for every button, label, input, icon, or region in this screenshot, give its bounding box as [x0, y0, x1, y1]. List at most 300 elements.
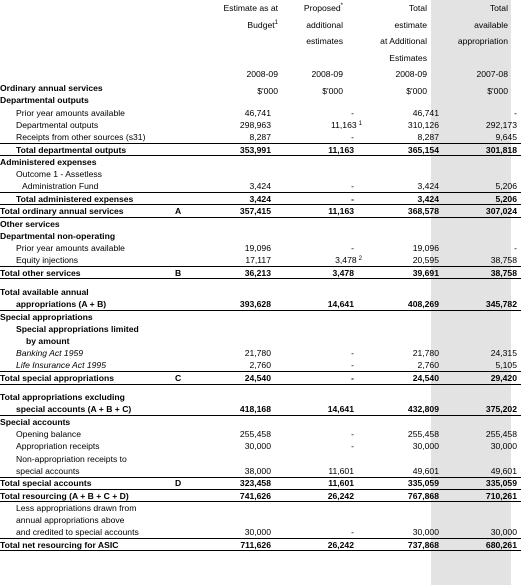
- table-row: [0, 143, 521, 155]
- row-note: [175, 347, 200, 359]
- row-value: [364, 323, 441, 335]
- row-value: [200, 242, 273, 254]
- row-value: [273, 372, 364, 384]
- table-row: [0, 384, 521, 391]
- value-text: 3,424: [249, 181, 271, 192]
- row-label: Life Insurance Act 1995: [16, 360, 106, 371]
- row-note: [175, 119, 200, 131]
- value-text: -: [351, 360, 354, 371]
- row-label: Other services: [0, 218, 60, 229]
- value-text: 11,163: [328, 206, 354, 217]
- table-row: [0, 477, 521, 489]
- row-note: D: [175, 477, 200, 489]
- value-text: 11,601: [328, 465, 354, 476]
- value-text: 5,206: [495, 193, 517, 204]
- header-line: Total: [489, 3, 508, 13]
- row-value: [200, 119, 273, 131]
- row-value: [273, 254, 364, 266]
- row-value: [364, 526, 441, 538]
- row-value: [200, 131, 273, 143]
- table-row: [0, 416, 521, 428]
- row-value: [273, 526, 364, 538]
- row-value: [441, 217, 521, 229]
- value-text: 301,818: [485, 144, 517, 155]
- value-text: -: [351, 181, 354, 192]
- row-label: Administered expenses: [0, 157, 97, 168]
- row-value: [273, 323, 364, 335]
- header-line: Proposed*: [303, 3, 343, 13]
- row-value: [364, 168, 441, 180]
- table-row: [0, 360, 521, 372]
- row-value: [364, 94, 441, 106]
- table-row: [0, 310, 521, 322]
- row-label: Departmental outputs: [0, 95, 89, 106]
- row-value: [273, 266, 364, 278]
- row-value: [273, 107, 364, 119]
- header-line: [431, 50, 508, 67]
- row-value: [364, 107, 441, 119]
- row-value: [200, 347, 273, 359]
- row-label: Total available annual: [0, 286, 89, 297]
- row-value: [441, 107, 521, 119]
- value-text: 11,163: [331, 120, 357, 131]
- row-note: [175, 391, 200, 403]
- row-value: [200, 266, 273, 278]
- value-text: 432,809: [407, 404, 439, 415]
- header-line: 2008-09: [311, 69, 343, 79]
- row-value: [441, 372, 521, 384]
- row-value: [200, 477, 273, 489]
- table-row: [0, 502, 521, 514]
- value-text: 17,117: [245, 255, 271, 266]
- value-text: 353,991: [239, 144, 271, 155]
- value-text: 46,741: [412, 107, 439, 118]
- row-value: [441, 323, 521, 335]
- table-row: [0, 453, 521, 465]
- row-label: Departmental non-operating: [0, 230, 116, 241]
- row-note: [175, 156, 200, 168]
- value-text: -: [351, 243, 354, 253]
- value-text: 710,261: [485, 490, 517, 501]
- row-label: Total administered expenses: [0, 193, 175, 205]
- header-line: $'000: [322, 85, 343, 96]
- row-value: [364, 514, 441, 526]
- table-row: [0, 323, 521, 335]
- table-row: [0, 372, 521, 384]
- table-row: [0, 94, 521, 106]
- row-value: [200, 465, 273, 477]
- row-note: [175, 453, 200, 465]
- value-text: 741,626: [239, 490, 271, 501]
- row-label: special accounts: [16, 465, 80, 476]
- row-label: and credited to special accounts: [0, 526, 175, 538]
- row-label: Opening balance: [16, 429, 81, 440]
- row-value: [200, 279, 273, 286]
- row-note: [175, 279, 200, 286]
- row-label: Banking Act 1959: [16, 348, 84, 359]
- row-note: [175, 131, 200, 143]
- row-value: [273, 217, 364, 229]
- row-value: [273, 286, 364, 298]
- table-row: [0, 180, 521, 192]
- value-text: 11,601: [328, 478, 354, 489]
- row-value: [441, 286, 521, 298]
- row-value: [200, 335, 273, 347]
- value-text: 38,758: [490, 255, 517, 266]
- row-value: [441, 539, 521, 551]
- row-value: [200, 526, 273, 538]
- table-row: [0, 428, 521, 440]
- row-label: Less appropriations drawn from: [16, 503, 137, 514]
- row-value: [200, 254, 273, 266]
- row-note: A: [175, 205, 200, 217]
- row-value: [364, 347, 441, 359]
- value-text: 255,458: [239, 429, 271, 440]
- row-value: [441, 310, 521, 322]
- row-label: Appropriation receipts: [16, 441, 100, 452]
- row-value: [273, 391, 364, 403]
- row-label: [0, 384, 175, 391]
- row-note: [175, 254, 200, 266]
- footnote-marker: *: [340, 3, 343, 10]
- row-label: Departmental outputs: [16, 120, 99, 131]
- row-label: Equity injections: [16, 255, 79, 266]
- row-value: [441, 193, 521, 205]
- row-value: [273, 119, 364, 131]
- row-value: [364, 156, 441, 168]
- row-note: [175, 193, 200, 205]
- table-row: [0, 119, 521, 131]
- value-text: 30,000: [490, 527, 517, 538]
- row-note: [175, 298, 200, 310]
- table-row: [0, 526, 521, 538]
- value-text: -: [514, 243, 517, 253]
- table-row: [0, 242, 521, 254]
- row-value: [273, 514, 364, 526]
- row-value: [273, 403, 364, 415]
- row-value: [200, 82, 273, 94]
- header-line: estimates: [306, 36, 343, 46]
- row-value: [364, 539, 441, 551]
- row-value: [364, 217, 441, 229]
- row-value: [441, 180, 521, 192]
- value-text: 49,601: [412, 465, 439, 476]
- row-note: [175, 514, 200, 526]
- row-value: [200, 168, 273, 180]
- value-text: 21,780: [412, 348, 439, 359]
- row-value: [200, 298, 273, 310]
- row-value: [364, 403, 441, 415]
- table-row: [0, 254, 521, 266]
- value-text: 24,540: [412, 372, 439, 383]
- row-value: [200, 391, 273, 403]
- row-value: [200, 193, 273, 205]
- row-label: Total special appropriations: [0, 372, 175, 384]
- row-value: [273, 193, 364, 205]
- value-text: 255,458: [485, 429, 517, 440]
- value-text: 255,458: [407, 429, 439, 440]
- header-line: Total: [408, 3, 427, 13]
- row-value: [364, 416, 441, 428]
- row-note: [175, 323, 200, 335]
- table-row: [0, 539, 521, 551]
- value-text: 3,424: [417, 181, 439, 192]
- value-text: 418,168: [239, 404, 271, 415]
- header-line: estimate: [394, 19, 427, 30]
- value-text: 46,741: [244, 107, 271, 118]
- row-note: [175, 230, 200, 242]
- row-value: [441, 391, 521, 403]
- row-note: [175, 310, 200, 322]
- row-label: Prior year amounts available: [16, 107, 125, 118]
- row-note: [175, 465, 200, 477]
- row-value: [200, 156, 273, 168]
- row-value: [200, 440, 273, 452]
- row-value: [273, 143, 364, 155]
- row-value: [273, 360, 364, 372]
- row-note: [175, 335, 200, 347]
- row-value: [441, 119, 521, 131]
- row-label: Total departmental outputs: [0, 143, 175, 155]
- value-text: -: [351, 193, 354, 204]
- header-line: Estimate as at: [223, 3, 278, 13]
- row-value: [364, 310, 441, 322]
- row-value: [364, 372, 441, 384]
- row-value: [364, 335, 441, 347]
- row-value: [273, 180, 364, 192]
- row-value: [441, 82, 521, 94]
- row-value: [273, 440, 364, 452]
- value-text: 14,641: [327, 404, 354, 415]
- value-text: 393,628: [239, 298, 271, 309]
- table-row: [0, 131, 521, 143]
- row-value: [200, 180, 273, 192]
- row-label: Total other services: [0, 266, 175, 278]
- value-text: 2,760: [417, 360, 439, 371]
- row-value: [273, 477, 364, 489]
- row-label: Total ordinary annual services: [0, 205, 175, 217]
- row-value: [364, 298, 441, 310]
- header-line: 2007-08: [476, 69, 508, 79]
- row-label: Total appropriations excluding: [0, 392, 125, 403]
- row-value: [200, 372, 273, 384]
- value-text: 8,287: [417, 132, 439, 143]
- row-value: [364, 502, 441, 514]
- row-value: [364, 180, 441, 192]
- table-row: [0, 335, 521, 347]
- row-value: [273, 465, 364, 477]
- row-note: [175, 143, 200, 155]
- table-row: [0, 107, 521, 119]
- table-row: [0, 266, 521, 278]
- row-value: [364, 428, 441, 440]
- value-text: 767,868: [407, 490, 439, 501]
- row-label: Ordinary annual services: [0, 83, 103, 94]
- row-value: [200, 360, 273, 372]
- row-value: [364, 82, 441, 94]
- row-note: [175, 440, 200, 452]
- row-value: [273, 94, 364, 106]
- row-note: [175, 502, 200, 514]
- table-body: [0, 82, 521, 551]
- value-text: 39,691: [412, 267, 439, 278]
- value-text: 310,126: [407, 120, 439, 131]
- value-text: 38,758: [490, 267, 517, 278]
- row-value: [200, 403, 273, 415]
- row-value: [441, 526, 521, 538]
- row-value: [273, 230, 364, 242]
- row-value: [200, 217, 273, 229]
- value-text: 38,000: [244, 465, 271, 476]
- row-value: [441, 242, 521, 254]
- row-value: [441, 403, 521, 415]
- value-text: 2,760: [249, 360, 271, 371]
- row-value: [364, 286, 441, 298]
- row-value: [441, 384, 521, 391]
- table-row: [0, 217, 521, 229]
- row-value: [364, 266, 441, 278]
- row-value: [441, 156, 521, 168]
- value-text: 365,154: [407, 144, 439, 155]
- row-value: [441, 514, 521, 526]
- value-text: 24,315: [490, 348, 517, 359]
- value-text: 26,242: [327, 490, 354, 501]
- row-value: [364, 205, 441, 217]
- row-value: [200, 323, 273, 335]
- row-value: [200, 230, 273, 242]
- header-line: [285, 50, 343, 67]
- row-value: [273, 347, 364, 359]
- row-label: Non-appropriation receipts to: [16, 453, 127, 464]
- table-row: [0, 156, 521, 168]
- header-line: at Additional: [380, 36, 427, 46]
- value-text: 29,420: [490, 372, 517, 383]
- row-value: [273, 539, 364, 551]
- row-value: [273, 416, 364, 428]
- value-text: 737,868: [407, 539, 439, 550]
- value-text: 368,578: [407, 206, 439, 217]
- row-value: [441, 465, 521, 477]
- value-text: -: [351, 441, 354, 452]
- row-value: [441, 477, 521, 489]
- value-text: 19,096: [244, 243, 271, 253]
- row-value: [364, 279, 441, 286]
- value-text: 30,000: [490, 441, 517, 452]
- row-value: [364, 465, 441, 477]
- header-line: available: [474, 19, 508, 30]
- row-note: [175, 490, 200, 502]
- row-note: [175, 428, 200, 440]
- value-text: 19,096: [412, 243, 439, 253]
- value-text: 345,782: [485, 298, 517, 309]
- row-value: [441, 335, 521, 347]
- row-value: [441, 205, 521, 217]
- row-value: [364, 230, 441, 242]
- row-value: [273, 298, 364, 310]
- header-line: additional: [306, 19, 343, 30]
- table-row: [0, 230, 521, 242]
- value-text: 3,478: [332, 267, 354, 278]
- footnote-marker: 1: [274, 19, 278, 26]
- value-text: 335,059: [407, 478, 439, 489]
- table-row: [0, 279, 521, 286]
- value-text: 292,173: [485, 120, 517, 131]
- table-row: [0, 490, 521, 502]
- row-value: [441, 254, 521, 266]
- table-row: [0, 440, 521, 452]
- row-value: [441, 360, 521, 372]
- row-value: [441, 266, 521, 278]
- value-text: -: [351, 372, 354, 383]
- header-line: $'000: [257, 85, 278, 96]
- row-value: [364, 453, 441, 465]
- row-value: [364, 360, 441, 372]
- row-value: [200, 428, 273, 440]
- row-label: appropriations (A + B): [0, 298, 175, 310]
- row-note: [175, 360, 200, 372]
- row-value: [364, 242, 441, 254]
- table-row: [0, 168, 521, 180]
- row-value: [273, 279, 364, 286]
- row-value: [273, 168, 364, 180]
- row-value: [441, 416, 521, 428]
- row-value: [273, 384, 364, 391]
- row-value: [441, 131, 521, 143]
- table-row: [0, 514, 521, 526]
- value-text: 14,641: [327, 298, 354, 309]
- value-text: 30,000: [412, 527, 439, 538]
- header-line: 2008-09: [395, 69, 427, 79]
- row-value: [441, 440, 521, 452]
- row-label: Prior year amounts available: [16, 243, 125, 253]
- header-line: Estimates: [389, 52, 427, 63]
- row-value: [200, 416, 273, 428]
- row-value: [441, 279, 521, 286]
- row-value: [364, 119, 441, 131]
- value-text: -: [351, 132, 354, 143]
- row-label: Outcome 1 - Assetless: [16, 169, 102, 180]
- row-value: [200, 94, 273, 106]
- row-value: [273, 335, 364, 347]
- row-value: [273, 131, 364, 143]
- value-text: 36,213: [244, 267, 271, 278]
- row-label: Total net resourcing for ASIC: [0, 539, 175, 551]
- row-value: [441, 347, 521, 359]
- row-note: [175, 403, 200, 415]
- header-line: [195, 33, 278, 50]
- row-label: Administration Fund: [22, 181, 99, 192]
- row-label: [0, 279, 175, 286]
- table-row: [0, 205, 521, 217]
- row-note: [175, 384, 200, 391]
- header-line: appropriation: [457, 36, 508, 46]
- row-value: [441, 298, 521, 310]
- row-value: [200, 205, 273, 217]
- row-value: [364, 193, 441, 205]
- value-text: 307,024: [485, 206, 517, 217]
- table-row: [0, 193, 521, 205]
- row-note: B: [175, 266, 200, 278]
- row-note: [175, 539, 200, 551]
- table-row: [0, 298, 521, 310]
- value-text: 3,424: [249, 193, 271, 204]
- table-row: [0, 286, 521, 298]
- row-value: [200, 384, 273, 391]
- value-text: 30,000: [412, 441, 439, 452]
- footnote-marker: 1: [358, 121, 362, 128]
- value-text: 26,242: [327, 539, 354, 550]
- value-text: 3,478: [335, 255, 357, 266]
